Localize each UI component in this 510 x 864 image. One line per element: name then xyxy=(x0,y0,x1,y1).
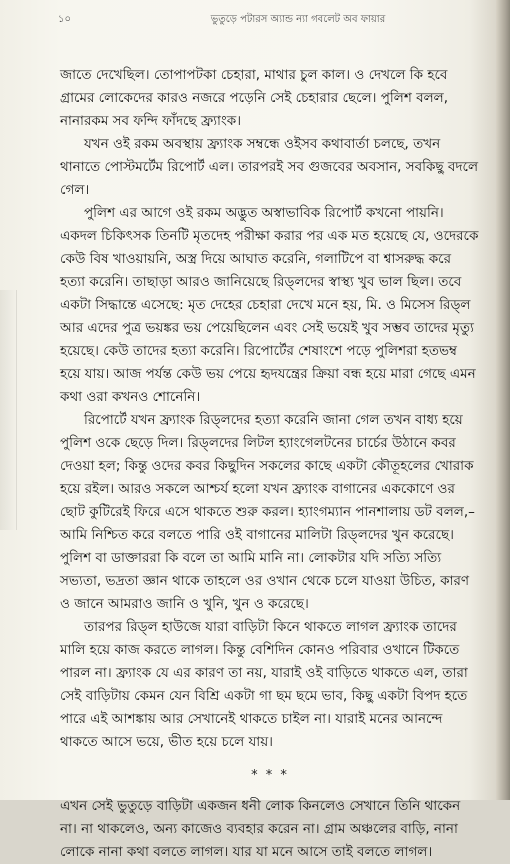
paragraph-4: রিপোর্টে যখন ফ্র্যাংক রিড্লদের হত্যা করেনি জানা গেল তখন বাধ্য হয়ে পুলিশ ওকে ছেড়ে দিল। রিড্লদের লিটল হ্যাংগেলটনের চার্চের উঠানে কবর দেওয়া হল; কিন্তু ওদের কবর কিছুদিন সকলের কাছে একটা কৌতূহলের খোরাক হয়ে রইল। আরও সকলে আশ্চর্য হলো যখন ফ্র্যাংক বাগানের এককোণে ওর ছোট কুটিরেই ফিরে এসে থাকতে শুরু করল। হ্যাংগম্যান পানশালায় ডট বলল,– আমি নিশ্চিত করে বলতে পারি ওই বাগানের মালিটা রিড্লদের খুন করেছে। পুলিশ বা ডাক্তাররা কি বলে তা আমি মানি না। লোকটার যদি সত্যি সত্যি সভ্যতা, ভদ্রতা জ্ঞান থাকে তাহলে ওর ওখান থেকে চলে যাওয়া উচিত, কারণ ও জানে আমরাও জানি ও খুনি, খুন ও করেছে। xyxy=(60,412,475,612)
paragraph-1: জাতে দেখেছিল। তোপাপটকা চেহারা, মাথার চুল কাল। ও দেখলে কি হবে গ্রামের লোকেদের কারও নজরে পড়েনি সেই চেহারার ছেলে। পুলিশ বলল, নানারকম সব ফন্দি ফাঁদছে ফ্র্যাংক। xyxy=(60,67,449,129)
page-number: ১০ xyxy=(58,14,71,25)
page-shadow-left xyxy=(0,290,17,530)
section-separator: * * * xyxy=(251,768,289,783)
paragraph-3: পুলিশ এর আগে ওই রকম অদ্ভুত অস্বাভাবিক রিপোর্ট কখনো পায়নি। একদল চিকিৎসক তিনটি মৃতদেহ পরীক্ষা করার পর এক মত হয়েছে যে, ওদেরকে কেউ বিষ খাওয়ায়নি, অস্ত্র দিয়ে আঘাত করেনি, গলাটিপে বা শ্বাসরুদ্ধ করে হত্যা করেনি। তাছাড়া আরও জানিয়েছে রিড্লদের স্বাস্থ্য খুব ভাল ছিল। তবে একটা সিদ্ধান্তে এসেছে: মৃত দেহের চেহারা দেখে মনে হয়, মি. ও মিসেস রিড্ল আর এদের পুত্র ভয়ঙ্কর ভয় পেয়েছিলেন এবং সেই ভয়েই খুব সম্ভব তাদের মৃত্যু হয়েছে। কেউ তাদের হত্যা করেনি। রিপোর্টের শেষাংশে পড়ে পুলিশরা হতভম্ব হয়ে যায়। আজ পর্যন্ত কেউ ভয় পেয়ে হৃদযন্ত্রের ক্রিয়া বন্ধ হয়ে মারা গেছে এমন কথা ওরা কখনও শোনেনি। xyxy=(60,205,479,405)
paragraph-5: তারপর রিড্ল হাউজে যারা বাড়িটা কিনে থাকতে লাগল ফ্র্যাংক তাদের মালি হয়ে কাজ করতে লাগল। কিন্তু বেশিদিন কোনও পরিবার ওখানে টিকতে পারল না। ফ্র্যাংক যে এর কারণ তা নয়, যারাই ওই বাড়িতে থাকতে এল, তারা সেই বাড়িটায় কেমন যেন বিশ্রি একটা গা ছম ছমে ভাব, কিছু একটা বিপদ হতে পারে এই আশঙ্কায় আর সেখানেই থাকতে চাইল না। যারাই মনের আনন্দে থাকতে আসে ভয়ে, ভীত হয়ে চলে যায়। xyxy=(60,619,468,750)
running-title: ভুতুড়ে পটারস অ্যান্ড ন্যা গবলেট অব ফায়ার xyxy=(210,14,386,25)
paragraph-2: যখন ওই রকম অবস্থায় ফ্র্যাংক সম্বন্ধে ওইসব কথাবার্তা চলছে, তখন থানাতে পোস্টমর্টেম রিপোর্ট এল। তারপরই সব গুজবের অবসান, সবকিছু বদলে গেল। xyxy=(60,136,479,198)
closing-paragraph: এখন সেই ভুতুড়ে বাড়িটা একজন ধনী লোক কিনলেও সেখানে তিনি থাকেন না। না থাকলেও, অন্য কাজেও ব্যবহার করেন না। গ্রাম অঞ্চলের বাড়ি, নানা লোকে নানা কথা বলতে লাগল। যার যা মনে আসে তাই বলতে লাগল। xyxy=(60,798,461,860)
page-header xyxy=(58,12,478,36)
chapter-body xyxy=(60,64,480,864)
page-edge-right xyxy=(496,0,510,800)
